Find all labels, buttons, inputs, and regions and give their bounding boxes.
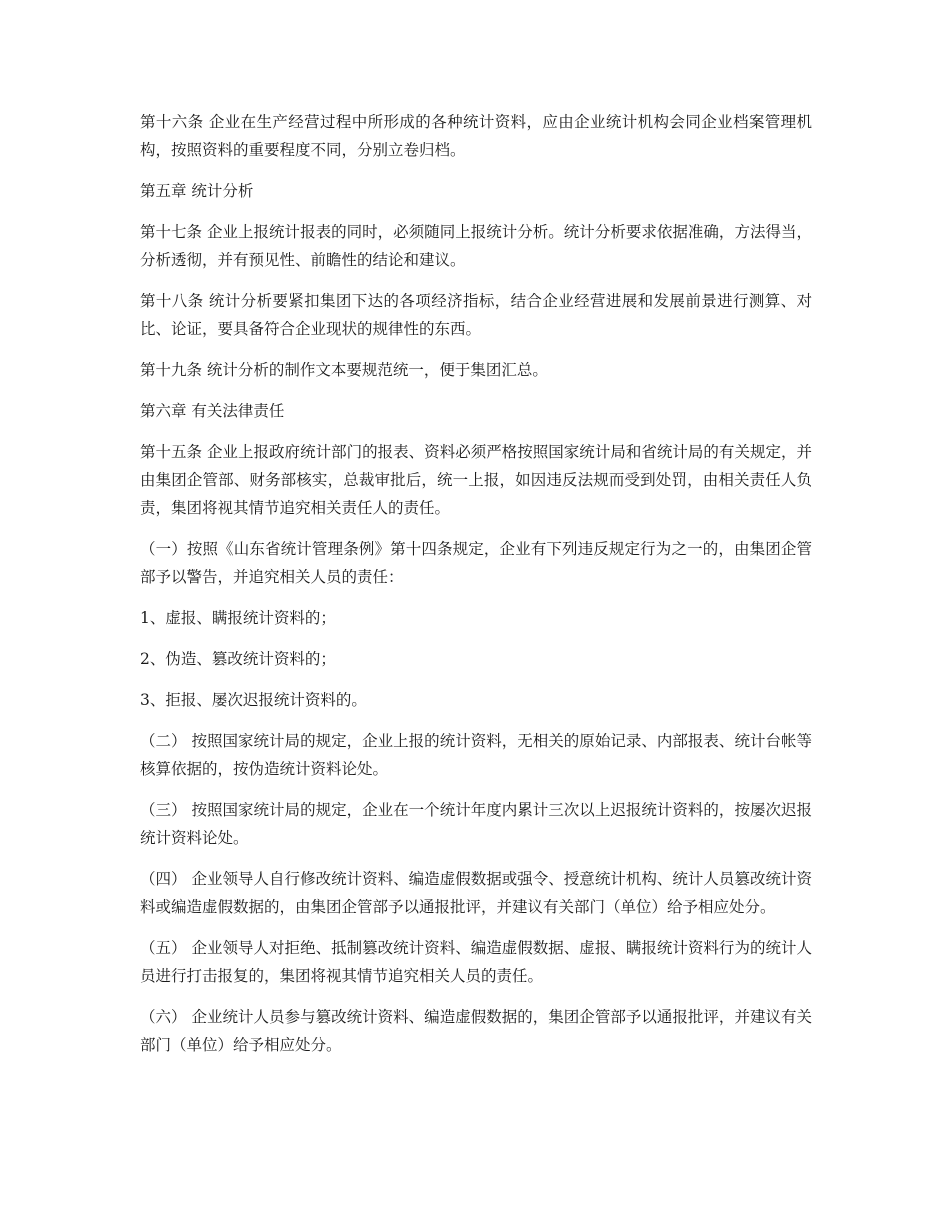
article-19: 第十九条 统计分析的制作文本要规范统一，便于集团汇总。 [140,361,548,379]
document-page [140,108,812,1072]
article-18: 第十八条 统计分析要紧扣集团下达的各项经济指标，结合企业经营进展和发展前景进行测算、对比、论证，要具备符合企业现状的规律性的东西。 [140,292,812,338]
list-item-2: 2、伪造、篡改统计资料的； [140,650,336,668]
clause-6: （六） 企业统计人员参与篡改统计资料、编造虚假数据的，集团企管部予以通报批评，并建议有关部门（单位）给予相应处分。 [140,1008,812,1054]
clause-4: （四） 企业领导人自行修改统计资料、编造虚假数据或强令、授意统计机构、统计人员篡改统计资料或编造虚假数据的，由集团企管部予以通报批评，并建议有关部门（单位）给予相应处分。 [140,870,812,916]
article-17: 第十七条 企业上报统计报表的同时，必须随同上报统计分析。统计分析要求依据准确，方法得当，分析透彻，并有预见性、前瞻性的结论和建议。 [140,223,812,269]
list-item-1: 1、虚报、瞒报统计资料的； [140,609,336,627]
clause-5: （五） 企业领导人对拒绝、抵制篡改统计资料、编造虚假数据、虚报、瞒报统计资料行为的统计人员进行打击报复的，集团将视其情节追究相关人员的责任。 [140,939,812,985]
clause-3: （三） 按照国家统计局的规定，企业在一个统计年度内累计三次以上迟报统计资料的，按屡次迟报统计资料论处。 [140,801,812,847]
article-16: 第十六条 企业在生产经营过程中所形成的各种统计资料，应由企业统计机构会同企业档案管理机构，按照资料的重要程度不同，分别立卷归档。 [140,113,812,159]
list-item-3: 3、拒报、屡次迟报统计资料的。 [140,691,367,709]
chapter-5-heading: 第五章 统计分析 [140,182,254,200]
chapter-6-heading: 第六章 有关法律责任 [140,402,285,420]
clause-2: （二） 按照国家统计局的规定，企业上报的统计资料，无相关的原始记录、内部报表、统计台帐等核算依据的，按伪造统计资料论处。 [140,732,812,778]
clause-1: （一）按照《山东省统计管理条例》第十四条规定，企业有下列违反规定行为之一的，由集团企管部予以警告，并追究相关人员的责任： [140,540,812,586]
article-15: 第十五条 企业上报政府统计部门的报表、资料必须严格按照国家统计局和省统计局的有关规定，并由集团企管部、财务部核实，总裁审批后，统一上报，如因违反法规而受到处罚，由相关责任人负责，集团将视其情节追究相关责任人的责任。 [140,443,812,517]
